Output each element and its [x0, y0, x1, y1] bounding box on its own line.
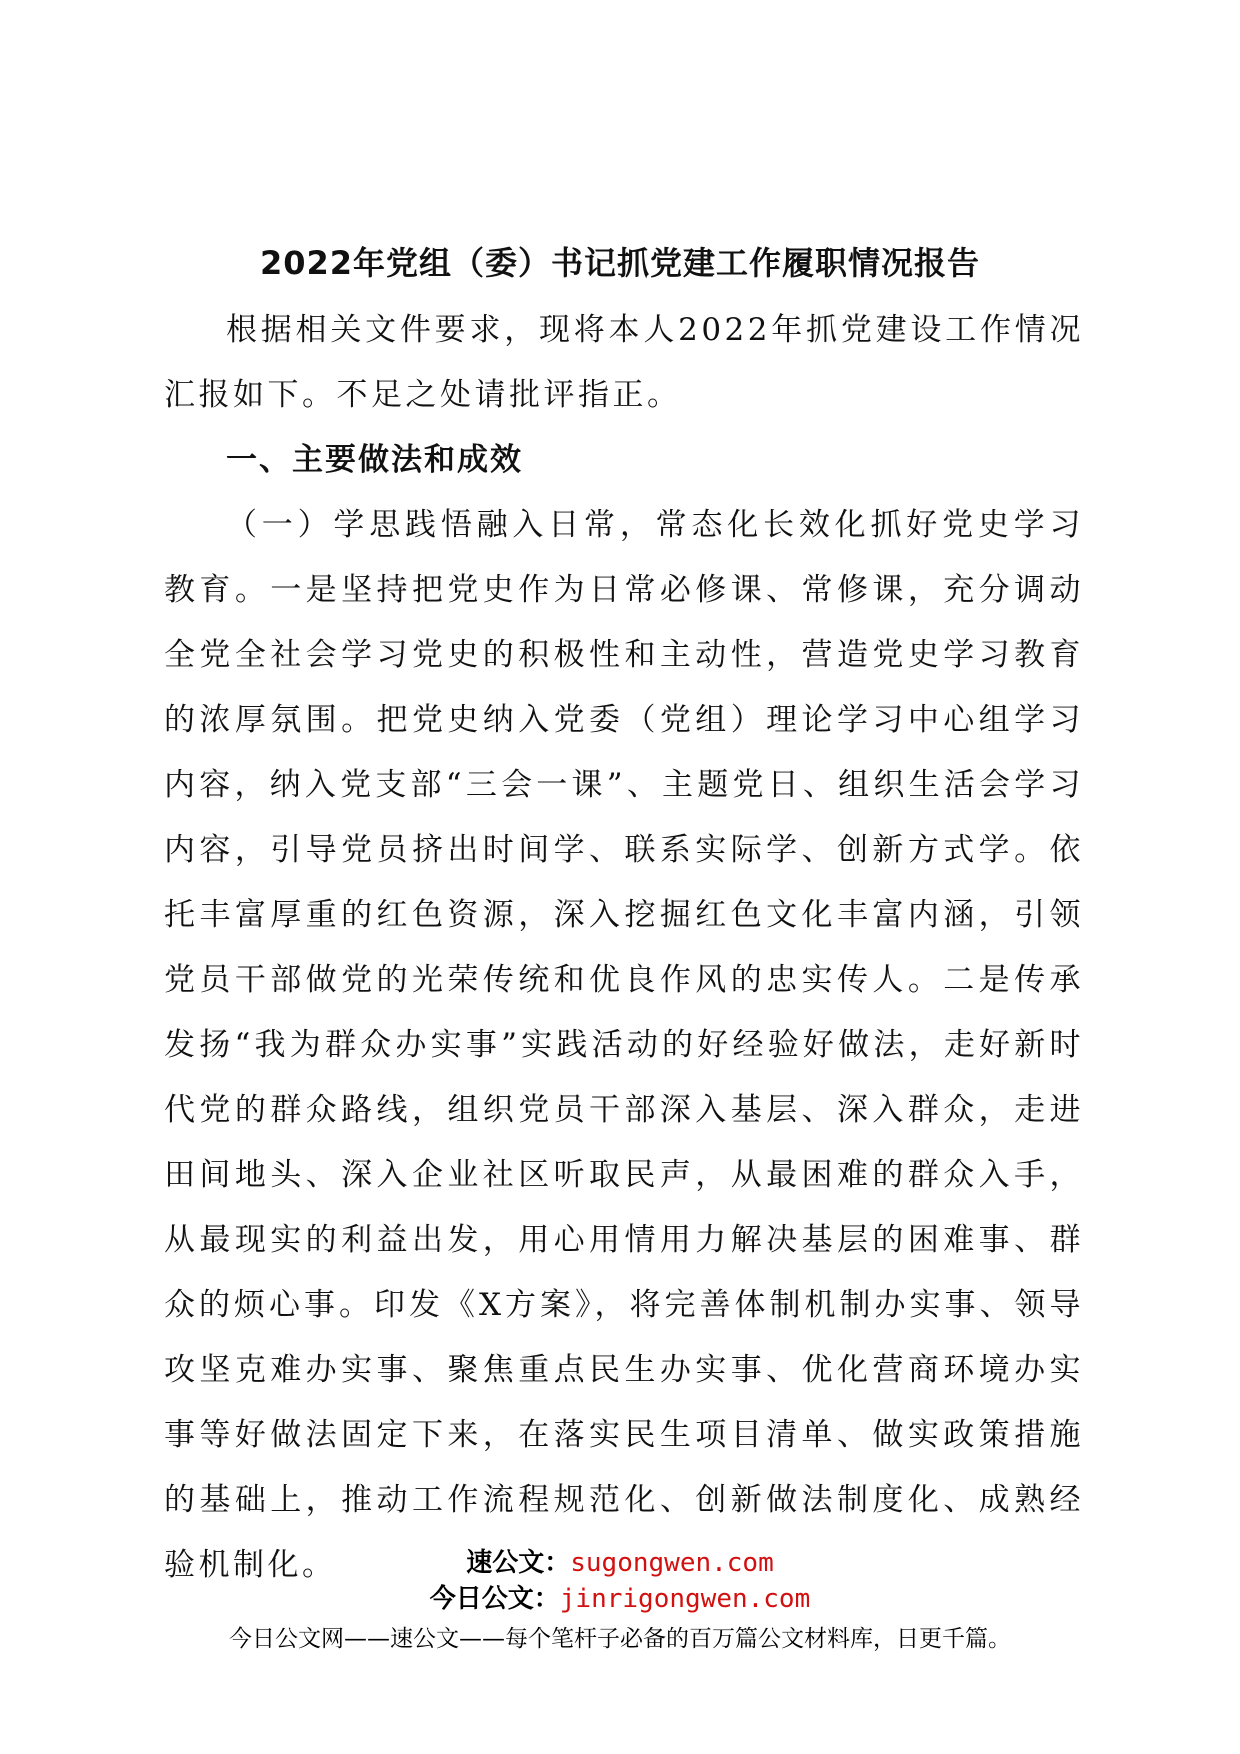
footer-slogan: 今日公文网——速公文——每个笔杆子必备的百万篇公文材料库，日更千篇。: [229, 1626, 1011, 1652]
document-title: 2022年党组（委）书记抓党建工作履职情况报告: [259, 244, 981, 282]
footer-link-sugongwen[interactable]: sugongwen.com: [570, 1548, 774, 1578]
footer-label-sugongwen: 速公文：: [466, 1548, 571, 1578]
section-heading: 一、主要做法和成效: [226, 442, 523, 478]
footer-line-jinrigongwen: [0, 1578, 1240, 1615]
document-body: [164, 298, 1084, 1598]
intro-paragraph: 根据相关文件要求，现将本人2022年抓党建设工作情况汇报如下。不足之处请批评指正。: [164, 312, 1084, 413]
footer-line-sugongwen: [0, 1542, 1240, 1579]
section-paragraph: （一）学思践悟融入日常，常态化长效化抓好党史学习教育。一是坚持把党史作为日常必修课、常修课，充分调动全党全社会学习党史的积极性和主动性，营造党史学习教育的浓厚氛围。把党史纳入党委（党组）理论学习中心组学习内容，纳入党支部“三会一课”、主题党日、组织生活会学习内容，引导党员挤出时间学、联系实际学、创新方式学。依托丰富厚重的红色资源，深入挖掘红色文化丰富内涵，引领党员干部做党的光荣传统和优良作风的忠实传人。二是传承发扬“我为群众办实事”实践活动的好经验好做法，走好新时代党的群众路线，组织党员干部深入基层、深入群众，走进田间地头、深入企业社区听取民声，从最困难的群众入手，从最现实的利益出发，用心用情用力解决基层的困难事、群众的烦心事。印发《X方案》，将完善体制机制办实事、领导攻坚克难办实事、聚焦重点民生办实事、优化营商环境办实事等好做法固定下来，在落实民生项目清单、做实政策措施的基础上，推动工作流程规范化、创新做法制度化、成熟经验机制化。: [164, 507, 1084, 1583]
footer-link-jinrigongwen[interactable]: jinrigongwen.com: [559, 1584, 811, 1614]
footer-label-jinrigongwen: 今日公文：: [429, 1584, 560, 1614]
